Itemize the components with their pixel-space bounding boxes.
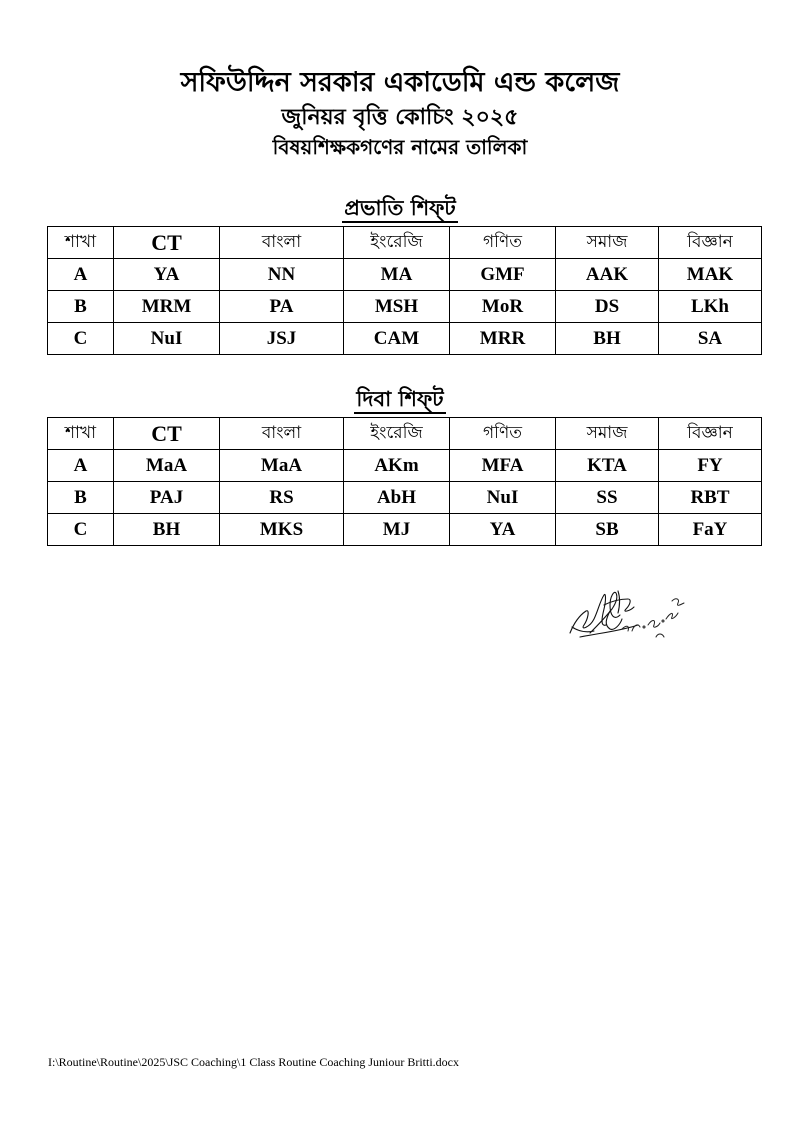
table-header-row — [48, 418, 762, 450]
branch-cell: A — [48, 450, 114, 482]
teacher-cell: AbH — [344, 482, 450, 514]
column-header-branch: শাখা — [48, 418, 114, 450]
program-title: জুনিয়র বৃত্তি কোচিং ২০২৫ — [281, 105, 519, 130]
branch-cell: B — [48, 291, 114, 323]
teacher-cell: AKm — [344, 450, 450, 482]
teacher-cell: DS — [556, 291, 659, 323]
teacher-cell: MoR — [450, 291, 556, 323]
teacher-cell: FY — [659, 450, 762, 482]
table-row — [48, 323, 762, 355]
branch-cell: B — [48, 482, 114, 514]
teacher-cell: MAK — [659, 259, 762, 291]
file-path-footer: I:\Routine\Routine\2025\JSC Coaching\1 Class Routine Coaching Juniour Britti.docx — [48, 1055, 459, 1069]
column-header-social: সমাজ — [556, 227, 659, 259]
morning-shift-title — [0, 192, 800, 227]
teacher-cell: SB — [556, 514, 659, 546]
table-header-row — [48, 227, 762, 259]
handwritten-signature — [560, 575, 690, 650]
teacher-cell: SS — [556, 482, 659, 514]
teacher-cell: BH — [556, 323, 659, 355]
teacher-cell: GMF — [450, 259, 556, 291]
column-header-science: বিজ্ঞান — [659, 227, 762, 259]
teacher-cell: MaA — [114, 450, 220, 482]
teacher-cell: MFA — [450, 450, 556, 482]
teacher-cell: MA — [344, 259, 450, 291]
teacher-cell: RS — [220, 482, 344, 514]
day-shift-title — [0, 383, 800, 418]
teacher-cell: MJ — [344, 514, 450, 546]
column-header-social: সমাজ — [556, 418, 659, 450]
teacher-cell: MKS — [220, 514, 344, 546]
column-header-ct: CT — [114, 227, 220, 259]
column-header-english: ইংরেজি — [344, 418, 450, 450]
table-row — [48, 514, 762, 546]
teacher-cell: YA — [114, 259, 220, 291]
teacher-cell: BH — [114, 514, 220, 546]
teacher-cell: JSJ — [220, 323, 344, 355]
teacher-cell: NuI — [450, 482, 556, 514]
morning-shift-table — [47, 226, 762, 355]
teacher-cell: MaA — [220, 450, 344, 482]
list-title: বিষয়শিক্ষকগণের নামের তালিকা — [272, 135, 528, 159]
signature-scribble-icon — [560, 575, 690, 650]
teacher-cell: PAJ — [114, 482, 220, 514]
column-header-science: বিজ্ঞান — [659, 418, 762, 450]
column-header-bangla: বাংলা — [220, 418, 344, 450]
day-shift-title-text: দিবা শিফ্‌ট — [354, 387, 445, 414]
teacher-cell: PA — [220, 291, 344, 323]
table-row — [48, 259, 762, 291]
column-header-ct: CT — [114, 418, 220, 450]
teacher-cell: CAM — [344, 323, 450, 355]
teacher-cell: AAK — [556, 259, 659, 291]
teacher-cell: MSH — [344, 291, 450, 323]
teacher-cell: RBT — [659, 482, 762, 514]
table-row — [48, 482, 762, 514]
teacher-cell: KTA — [556, 450, 659, 482]
teacher-cell: SA — [659, 323, 762, 355]
column-header-math: গণিত — [450, 227, 556, 259]
institution-name: সফিউদ্দিন সরকার একাডেমি এন্ড কলেজ — [180, 67, 620, 98]
branch-cell: C — [48, 514, 114, 546]
teacher-cell: YA — [450, 514, 556, 546]
branch-cell: C — [48, 323, 114, 355]
teacher-cell: NuI — [114, 323, 220, 355]
teacher-cell: MRM — [114, 291, 220, 323]
morning-shift-title-text: প্রভাতি শিফ্‌ট — [342, 196, 458, 223]
teacher-cell: MRR — [450, 323, 556, 355]
branch-cell: A — [48, 259, 114, 291]
teacher-cell: NN — [220, 259, 344, 291]
column-header-math: গণিত — [450, 418, 556, 450]
table-row — [48, 291, 762, 323]
column-header-english: ইংরেজি — [344, 227, 450, 259]
column-header-bangla: বাংলা — [220, 227, 344, 259]
table-row — [48, 450, 762, 482]
teacher-cell: FaY — [659, 514, 762, 546]
column-header-branch: শাখা — [48, 227, 114, 259]
teacher-cell: LKh — [659, 291, 762, 323]
day-shift-table — [47, 417, 762, 546]
